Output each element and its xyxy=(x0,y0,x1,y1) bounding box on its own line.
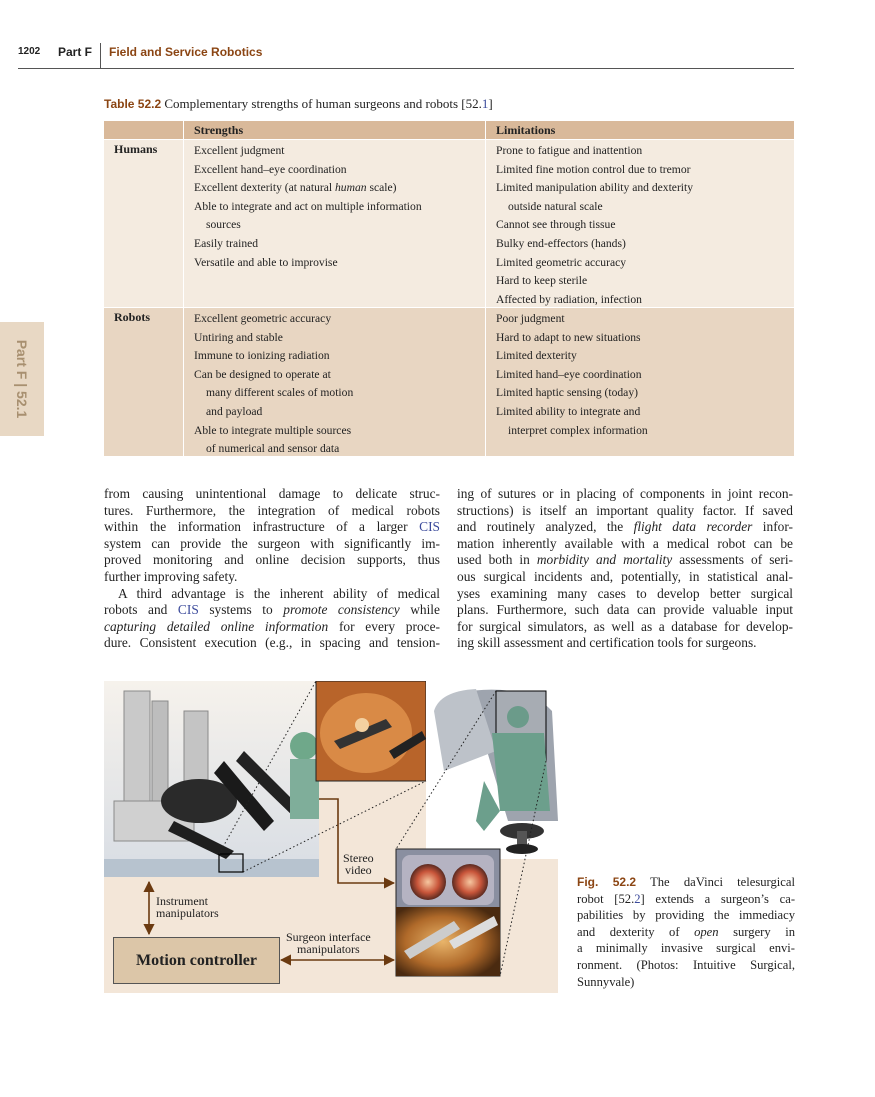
table-label: Table 52.2 xyxy=(104,97,162,111)
instrument-manipulators-label: Instrument manipulators xyxy=(156,894,219,920)
text-line: dure. Consistent execution (e.g., in spacing and tension- xyxy=(104,635,440,651)
caption-line: pabilities by providing the immediacy xyxy=(577,908,795,923)
text-line: within the information infrastructure of a larger CIS xyxy=(104,519,440,535)
part-label: Part F xyxy=(58,45,93,59)
side-tab-label: Part F | 52.1 xyxy=(14,339,30,419)
robots-strengths-cell: Excellent geometric accuracy Untiring and stable Immune to ionizing radiation Can be designed to operate at many different scales of motion and payload Able to integrate multiple sources of numerical and sensor data xyxy=(184,308,485,456)
row-label-robots: Robots xyxy=(114,310,151,324)
text-line: tures. Furthermore, the integration of medical robots xyxy=(104,502,440,518)
caption-line: robot [52.2] extends a surgeon’s ca- xyxy=(577,891,796,906)
robot-cart-photo xyxy=(104,681,319,877)
table-caption-text: Complementary strengths of human surgeons and robots [52. xyxy=(164,96,482,111)
text-line: for surgical simulators, as well as a database for develop- xyxy=(457,618,793,634)
text-line: structions) is itself an important quality factor. If saved xyxy=(457,502,793,518)
header-title: Field and Service Robotics xyxy=(109,45,263,59)
comparison-table xyxy=(104,121,794,456)
humans-limitations-cell: Prone to fatigue and inattention Limited fine motion control due to tremor Limited manipulation ability and dexterity outside natural scale Cannot see through tissue Bulky end-effectors (hands) Limited geometric accuracy Hard to keep sterile Affected by radiation, infection xyxy=(486,140,794,307)
body-column-left xyxy=(104,486,440,652)
caption-line: Sunnyvale) xyxy=(577,974,635,989)
text-line: system can provide the surgeon with significantly im- xyxy=(104,535,440,551)
table-header-cell xyxy=(104,121,183,139)
humans-strengths-cell: Excellent judgment Excellent hand–eye coordination Excellent dexterity (at natural human scale) Able to integrate and act on multiple information sources Easily trained Versatile and able to improvise xyxy=(184,140,485,307)
table-header-limitations: Limitations xyxy=(486,121,794,139)
row-label-humans: Humans xyxy=(114,142,158,156)
text-line: yses examining many cases to develop better surgical xyxy=(457,585,793,601)
table-row xyxy=(104,308,183,456)
text-line: and routinely analyzed, the flight data recorder infor- xyxy=(457,519,794,535)
text-line: from causing unintentional damage to delicate struc- xyxy=(104,486,440,501)
surgeon-interface-label: Surgeon interface manipulators xyxy=(286,930,371,956)
text-line: plans. Furthermore, such data can provide valuable input xyxy=(457,602,793,618)
text-line: robots and CIS systems to promote consistency while xyxy=(104,602,440,618)
text-line: ing skill assessment and certification tools for surgeons. xyxy=(457,635,757,651)
running-header xyxy=(18,44,794,69)
endoscope-view-photo xyxy=(316,681,426,781)
table-caption-ref[interactable]: 1 xyxy=(481,96,489,111)
page-number: 1202 xyxy=(18,46,41,57)
surgeon-console-photo xyxy=(426,681,558,859)
caption-line: ronment. (Photos: Intuitive Surgical, xyxy=(577,957,795,972)
text-line: further improving safety. xyxy=(104,568,238,584)
dexterity-line: Excellent dexterity (at natural human scale) xyxy=(194,181,397,195)
robots-limitations-cell: Poor judgment Hard to adapt to new situations Limited dexterity Limited hand–eye coordination Limited haptic sensing (today) Limited ability to integrate and interpret complex information xyxy=(486,308,794,456)
table-caption-end: ] xyxy=(488,96,493,111)
caption-line: and dexterity of open surgery in xyxy=(577,924,795,939)
text-line: ing of sutures or in placing of components in joint recon- xyxy=(457,486,793,501)
text-line: A third advantage is the inherent ability of medical xyxy=(118,585,440,601)
figure-caption xyxy=(577,874,795,990)
text-line: ous surgical incidents and, potentially, in statistical anal- xyxy=(457,568,793,584)
header-separator xyxy=(100,43,101,68)
body-column-right xyxy=(457,486,793,652)
stereo-video-label: Stereo video xyxy=(343,851,374,877)
text-line: mation inherently available with a medical robot can be xyxy=(457,535,793,551)
text-line: proved monitoring and online decision supports, thus xyxy=(104,552,440,568)
table-row xyxy=(104,140,183,307)
table-caption xyxy=(104,96,493,112)
davinci-figure xyxy=(104,681,558,993)
text-line: capturing detailed online information for every proce- xyxy=(104,618,440,634)
text-line: used both in morbidity and mortality assessments of seri- xyxy=(457,552,794,568)
caption-line: a minimally invasive surgical envi- xyxy=(577,941,795,956)
caption-line: Fig. 52.2 The daVinci telesurgical xyxy=(577,875,795,889)
stereo-viewer-photo xyxy=(396,849,500,976)
side-tab xyxy=(0,322,44,436)
motion-controller-box: Motion controller xyxy=(113,937,280,984)
table-header-strengths: Strengths xyxy=(184,121,485,139)
